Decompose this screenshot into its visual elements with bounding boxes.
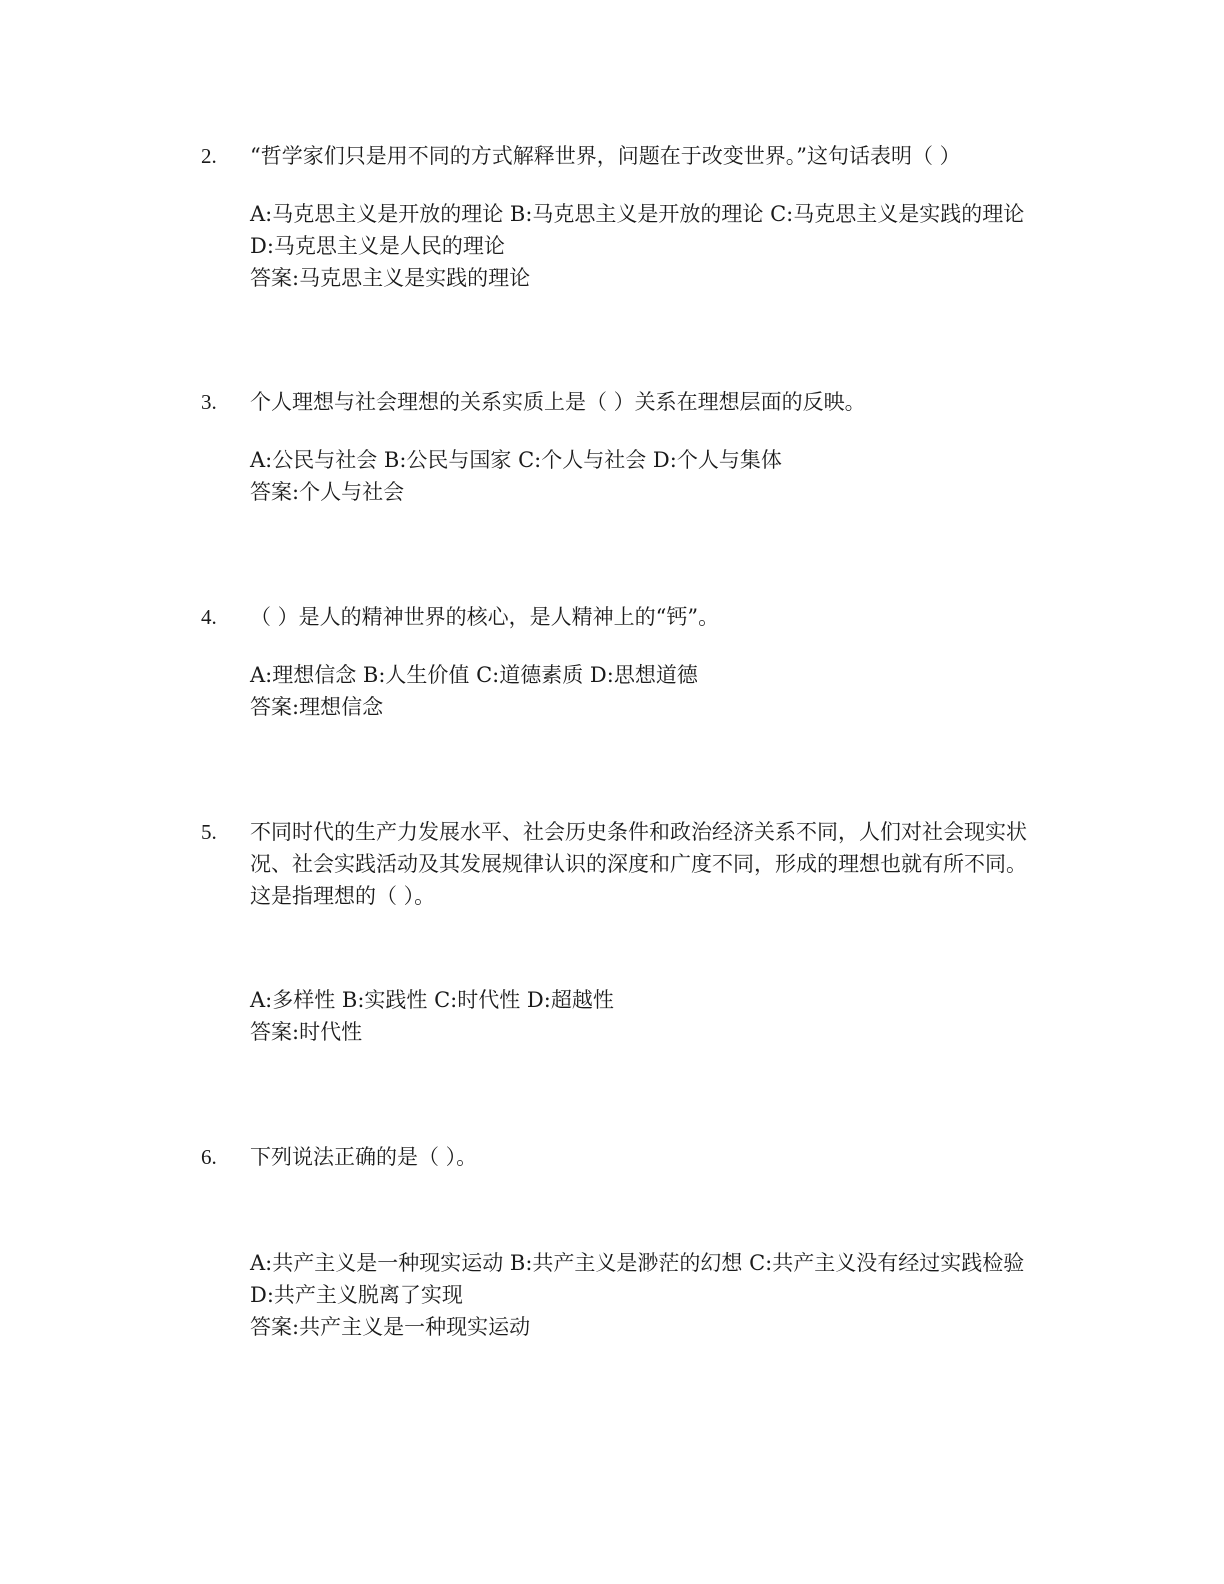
question-stem: 下列说法正确的是（ ）。 <box>250 1145 478 1169</box>
question-stem: 不同时代的生产力发展水平、社会历史条件和政治经济关系不同，人们对社会现实状况、社会实践活动及其发展规律认识的深度和广度不同，形成的理想也就有所不同。这是指理想的（ ）。 <box>250 820 1027 908</box>
question-options: A:理想信念 B:人生价值 C:道德素质 D:思想道德 <box>250 663 698 687</box>
question-options: A:共产主义是一种现实运动 B:共产主义是渺茫的幻想 C:共产主义没有经过实践检验 D:共产主义脱离了实现 <box>250 1251 1025 1307</box>
question-number: 3. <box>201 390 217 414</box>
question-options: A:公民与社会 B:公民与国家 C:个人与社会 D:个人与集体 <box>250 448 782 472</box>
question-options: A:马克思主义是开放的理论 B:马克思主义是开放的理论 C:马克思主义是实践的理论 D:马克思主义是人民的理论 <box>250 202 1025 258</box>
question-answer: 答案:马克思主义是实践的理论 <box>250 266 531 290</box>
question-answer: 答案:个人与社会 <box>250 480 405 504</box>
question-stem: （ ）是人的精神世界的核心，是人精神上的“钙”。 <box>250 605 720 629</box>
question-number: 6. <box>201 1145 217 1169</box>
question-answer: 答案:共产主义是一种现实运动 <box>250 1315 531 1339</box>
question-answer: 答案:时代性 <box>250 1020 363 1044</box>
question-number: 2. <box>201 144 217 168</box>
question-number: 4. <box>201 605 217 629</box>
question-number: 5. <box>201 820 217 844</box>
question-answer: 答案:理想信念 <box>250 695 384 719</box>
question-stem: 个人理想与社会理想的关系实质上是（ ）关系在理想层面的反映。 <box>250 390 866 414</box>
question-stem: “哲学家们只是用不同的方式解释世界，问题在于改变世界。”这句话表明（ ） <box>250 144 961 168</box>
question-options: A:多样性 B:实践性 C:时代性 D:超越性 <box>250 988 614 1012</box>
